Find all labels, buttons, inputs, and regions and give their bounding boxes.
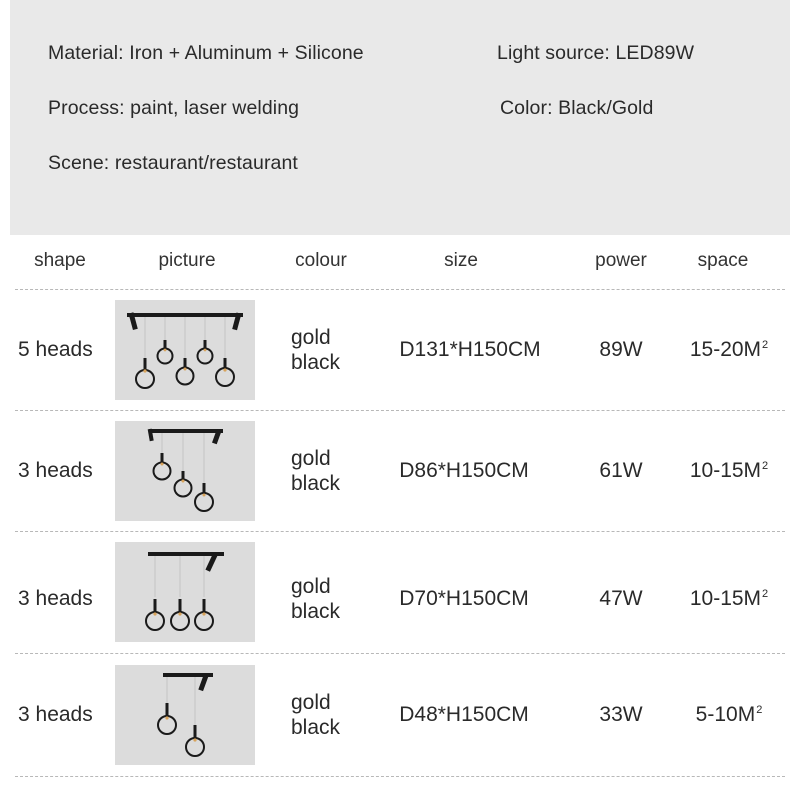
table-row xyxy=(0,290,800,410)
header-shape: shape xyxy=(34,250,86,271)
spec-panel xyxy=(10,0,790,235)
header-space: space xyxy=(697,250,749,271)
header-colour: colour xyxy=(295,250,347,271)
power-cell: 33W xyxy=(599,703,643,726)
colour-gold: gold xyxy=(291,326,331,349)
colour-black: black xyxy=(291,716,341,739)
colour-black: black xyxy=(291,600,341,623)
shape-cell: 3 heads xyxy=(18,459,93,482)
shape-cell: 3 heads xyxy=(18,587,93,610)
table-row xyxy=(0,655,800,775)
colour-black: black xyxy=(291,351,341,374)
space-value: 10-15M xyxy=(689,459,762,482)
space-cell xyxy=(690,587,768,611)
size-cell: D131*H150CM xyxy=(399,338,541,361)
space-unit-superscript: 2 xyxy=(756,704,763,716)
colour-cell xyxy=(291,690,340,740)
colour-cell xyxy=(291,446,340,496)
table-row xyxy=(0,539,800,659)
shape-cell: 5 heads xyxy=(18,338,93,361)
colour-gold: gold xyxy=(291,575,331,598)
colour-gold: gold xyxy=(291,691,331,714)
spec-material: Material: Iron + Aluminum + Silicone xyxy=(48,42,364,64)
spec-process: Process: paint, laser welding xyxy=(48,97,300,119)
space-value: 15-20M xyxy=(689,338,762,361)
space-value: 5-10M xyxy=(695,703,756,726)
colour-gold: gold xyxy=(291,447,331,470)
product-photo-3-heads-d86 xyxy=(115,421,255,521)
space-unit-superscript: 2 xyxy=(762,588,769,600)
size-cell: D86*H150CM xyxy=(399,459,529,482)
space-unit-superscript: 2 xyxy=(762,339,769,351)
spec-scene: Scene: restaurant/restaurant xyxy=(48,152,298,174)
size-cell: D48*H150CM xyxy=(399,703,529,726)
product-photo-3-heads-d48 xyxy=(115,665,255,765)
spec-color: Color: Black/Gold xyxy=(500,97,654,119)
space-value: 10-15M xyxy=(689,587,762,610)
space-cell xyxy=(696,703,763,727)
size-cell: D70*H150CM xyxy=(399,587,529,610)
colour-cell xyxy=(291,325,340,375)
divider xyxy=(15,776,785,777)
product-photo-3-heads-d70 xyxy=(115,542,255,642)
product-photo-5-heads xyxy=(115,300,255,400)
shape-cell: 3 heads xyxy=(18,703,93,726)
spec-light-source: Light source: LED89W xyxy=(497,42,695,64)
header-picture: picture xyxy=(158,250,216,271)
divider xyxy=(15,653,785,654)
divider xyxy=(15,531,785,532)
colour-cell xyxy=(291,574,340,624)
header-size: size xyxy=(444,250,478,271)
power-cell: 47W xyxy=(599,587,643,610)
space-cell xyxy=(690,338,768,362)
space-cell xyxy=(690,459,768,483)
power-cell: 89W xyxy=(599,338,643,361)
table-row xyxy=(0,411,800,531)
header-power: power xyxy=(595,250,647,271)
space-unit-superscript: 2 xyxy=(762,460,769,472)
power-cell: 61W xyxy=(599,459,643,482)
colour-black: black xyxy=(291,472,341,495)
